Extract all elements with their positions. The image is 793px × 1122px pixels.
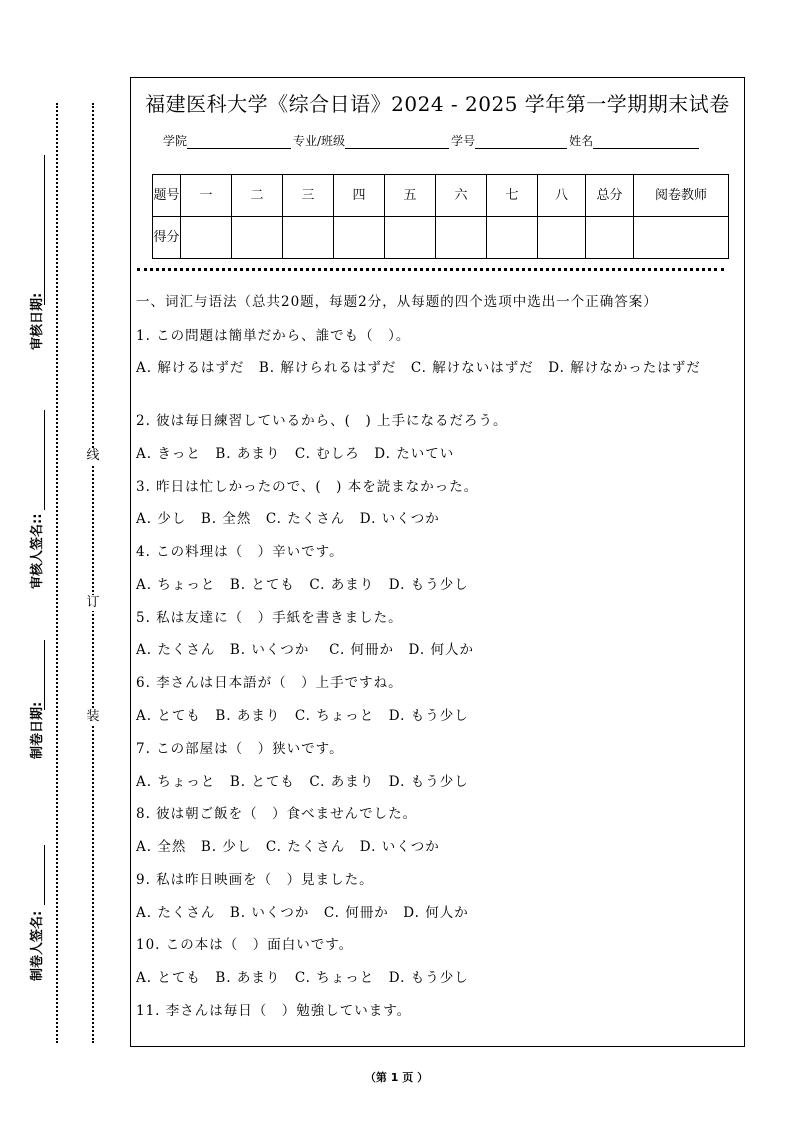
- score-cell[interactable]: [181, 217, 232, 259]
- review-date-label: 审核日期:: [30, 292, 45, 350]
- question: 7. この部屋は（ ）狭いです。: [136, 741, 344, 757]
- question: 11. 李さんは毎日（ ）勉強しています。: [136, 1003, 412, 1019]
- reviewer-header: 阅卷教师: [634, 175, 729, 217]
- major-class-field[interactable]: [345, 135, 449, 149]
- question: 2. 彼は毎日練習しているから、( ) 上手になるだろう。: [136, 413, 508, 429]
- score-col-header: 六: [436, 175, 487, 217]
- score-cell[interactable]: [538, 217, 586, 259]
- total-score-cell[interactable]: [586, 217, 634, 259]
- question: 3. 昨日は忙しかったので、( ) 本を読まなかった。: [136, 479, 479, 495]
- score-table-header-row: [153, 175, 729, 217]
- name-field[interactable]: [593, 135, 699, 149]
- paper-signature-line: [44, 845, 45, 905]
- question-options: A. ちょっと B. とても C. あまり D. もう少し: [136, 774, 469, 790]
- review-date-line: [44, 155, 45, 305]
- reviewer-signature-label: 审核人签名::: [30, 513, 45, 589]
- dotted-separator: [137, 268, 724, 271]
- question: 9. 私は昨日映画を（ ）見ました。: [136, 872, 374, 888]
- score-table: [152, 174, 729, 259]
- question: 5. 私は友達に（ ）手紙を書きました。: [136, 610, 403, 626]
- score-cell[interactable]: [334, 217, 385, 259]
- paper-signature-label: 制卷人签名:: [30, 910, 45, 981]
- score-col-header: 二: [232, 175, 283, 217]
- name-label: 姓名: [569, 134, 594, 148]
- question-options: A. とても B. あまり C. ちょっと D. もう少し: [136, 970, 469, 986]
- college-label: 学院: [163, 134, 188, 148]
- question-options: A. 少し B. 全然 C. たくさん D. いくつか: [136, 511, 440, 527]
- outer-dotted-line: [92, 103, 94, 1043]
- question-options: A. とても B. あまり C. ちょっと D. もう少し: [136, 708, 469, 724]
- major-class-label: 专业/班级: [293, 134, 346, 148]
- paper-date-line: [44, 640, 45, 710]
- question: 10. この本は（ ）面白いです。: [136, 937, 354, 953]
- question-number-label: 题号: [153, 175, 181, 217]
- exam-frame: [130, 77, 745, 1047]
- score-cell[interactable]: [487, 217, 538, 259]
- question-options: A. 全然 B. 少し C. たくさん D. いくつか: [136, 839, 440, 855]
- page-footer: （第 1 页 ）: [364, 1071, 429, 1084]
- question-options: A. たくさん B. いくつか C. 何冊か D. 何人か: [136, 905, 469, 921]
- seal-char: 装: [86, 709, 100, 724]
- score-table-score-row: [153, 217, 729, 259]
- score-cell[interactable]: [232, 217, 283, 259]
- question-options: A. 解けるはずだ B. 解けられるはずだ C. 解けないはずだ D. 解けなかったはずだ: [136, 360, 701, 376]
- score-col-header: 四: [334, 175, 385, 217]
- question-options: A. たくさん B. いくつか C. 何冊か D. 何人か: [136, 642, 474, 658]
- bind-char: 订: [86, 595, 100, 610]
- question: 1. この問題は簡単だから、誰でも（ ）。: [136, 328, 411, 344]
- line-char: 线: [86, 448, 100, 463]
- question-options: A. ちょっと B. とても C. あまり D. もう少し: [136, 577, 469, 593]
- score-col-header: 八: [538, 175, 586, 217]
- score-col-header: 七: [487, 175, 538, 217]
- college-field[interactable]: [187, 135, 291, 149]
- score-col-header: 一: [181, 175, 232, 217]
- paper-date-label: 制卷日期:: [30, 701, 45, 759]
- question: 6. 李さんは日本語が（ ）上手ですね。: [136, 675, 403, 691]
- score-cell[interactable]: [283, 217, 334, 259]
- exam-title: 福建医科大学《综合日语》2024 - 2025 学年第一学期期末试卷: [145, 92, 730, 116]
- score-row-label: 得分: [153, 217, 181, 259]
- score-cell[interactable]: [385, 217, 436, 259]
- reviewer-signature-line: [44, 410, 45, 510]
- score-col-header: 五: [385, 175, 436, 217]
- score-cell[interactable]: [436, 217, 487, 259]
- total-score-header: 总分: [586, 175, 634, 217]
- section-heading: 一、词汇与语法（总共20题，每题2分，从每题的四个选项中选出一个正确答案）: [136, 294, 658, 310]
- score-col-header: 三: [283, 175, 334, 217]
- student-info-row: [163, 132, 701, 149]
- inner-dotted-line: [56, 103, 58, 1043]
- reviewer-cell[interactable]: [634, 217, 729, 259]
- question: 8. 彼は朝ご飯を（ ）食べませんでした。: [136, 806, 418, 822]
- question: 4. この料理は（ ）辛いです。: [136, 544, 344, 560]
- question-options: A. きっと B. あまり C. むしろ D. たいてい: [136, 446, 455, 462]
- student-id-label: 学号: [451, 134, 476, 148]
- student-id-field[interactable]: [475, 135, 567, 149]
